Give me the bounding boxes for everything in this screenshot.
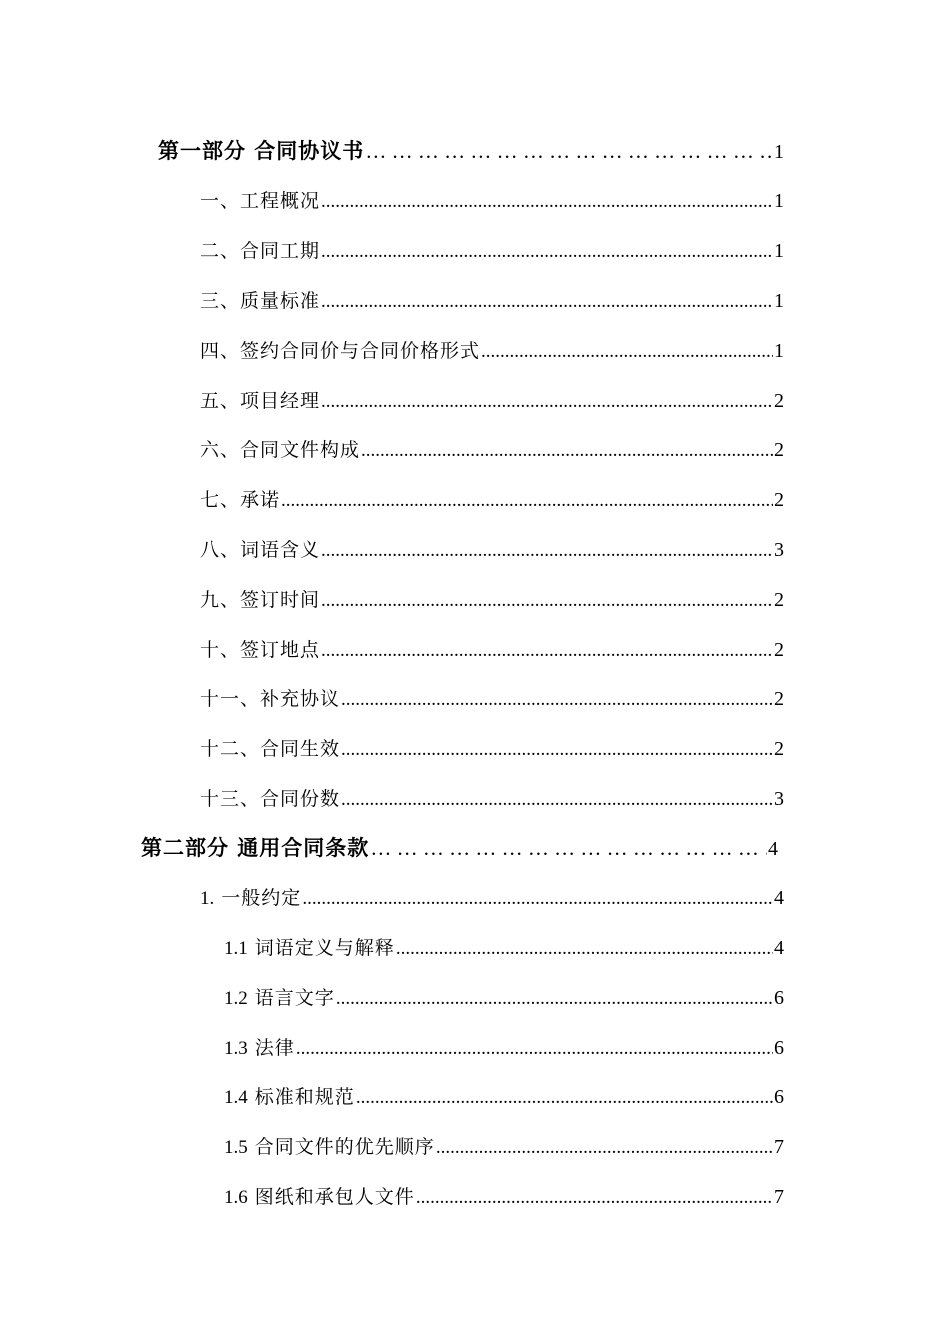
toc-leader [321,189,773,215]
toc-subitem-number: 1.1 [224,938,248,959]
toc-subitem-title: 标准和规范 [254,1086,355,1108]
toc-subitem-page: 6 [774,1037,784,1059]
toc-item-label: 九、签订时间 [200,589,321,611]
toc-item[interactable] [200,288,784,315]
toc-leader [336,986,773,1012]
toc-subitem[interactable] [224,985,784,1012]
toc-item-label: 十二、合同生效 [200,738,341,760]
toc-subitem[interactable] [224,1035,784,1062]
toc-subitem[interactable] [224,1184,784,1211]
toc-item-page: 2 [774,639,784,661]
toc-subitem-title: 语言文字 [254,987,335,1009]
toc-subitem-page: 6 [774,987,784,1009]
toc-subitem-title: 合同文件的优先顺序 [254,1136,435,1158]
toc-item[interactable] [200,587,784,614]
toc-item-page: 3 [774,539,784,561]
toc-leader [321,538,773,564]
toc-subitem-number: 1.2 [224,988,248,1009]
toc-item[interactable] [200,736,784,763]
toc-subitem-number: 1.5 [224,1137,248,1158]
toc-leader [321,239,773,265]
toc-item[interactable] [200,786,784,813]
toc-item-label: 二、合同工期 [200,240,321,262]
toc-item-label: 六、合同文件构成 [200,439,361,461]
toc-leader [321,389,773,415]
toc-item-label: 五、项目经理 [200,390,321,412]
toc-item-label: 三、质量标准 [200,290,321,312]
toc-item-label: 八、词语含义 [200,539,321,561]
toc-leader [396,936,773,962]
toc-item-page: 2 [774,738,784,760]
toc-part2-label: 第二部分 通用合同条款 [141,836,370,860]
toc-item-page: 4 [774,887,784,909]
toc-item-page: 2 [774,439,784,461]
toc-subitem-title: 法律 [254,1037,295,1059]
toc-item-label: 十三、合同份数 [200,788,341,810]
toc-item-title: 一般约定 [221,887,302,909]
toc-item-page: 2 [774,688,784,710]
toc-leader [436,1135,773,1161]
toc-item-label: 十一、补充协议 [200,688,341,710]
toc-leader [321,289,773,315]
toc-leader [365,138,773,164]
toc-item[interactable] [200,388,784,415]
toc-leader [370,835,767,861]
toc-subitem-page: 4 [774,937,784,959]
toc-part2-page: 4 [768,838,778,860]
toc-leader [281,488,773,514]
toc-part1-label: 第一部分 合同协议书 [158,139,365,163]
toc-item-label: 一、工程概况 [200,190,321,212]
toc-subitem-label [224,1084,355,1111]
toc-subitem-number: 1.3 [224,1038,248,1059]
toc-leader [356,1085,773,1111]
toc-subitem[interactable] [224,935,784,962]
toc-item[interactable] [200,885,784,912]
toc-item[interactable] [200,686,784,713]
toc-item[interactable] [200,188,784,215]
toc-subitem-label [224,1134,435,1161]
toc-item-page: 2 [774,589,784,611]
toc-part1-page: 1 [774,141,784,163]
toc-item-label: 七、承诺 [200,489,281,511]
toc-subitem-label [224,985,335,1012]
toc-item-page: 3 [774,788,784,810]
toc-leader [416,1185,773,1211]
toc-item[interactable] [200,487,784,514]
toc-item-page: 1 [774,340,784,362]
toc-subitem-label [224,1184,415,1211]
toc-leader [341,737,773,763]
toc-subitem-label [224,1035,295,1062]
toc-item[interactable] [200,338,784,365]
toc-leader [341,687,773,713]
toc-leader [341,787,773,813]
toc-subitem-page: 7 [774,1136,784,1158]
toc-item[interactable] [200,537,784,564]
toc-leader [481,339,773,365]
toc-subitem-page: 6 [774,1086,784,1108]
toc-item-page: 1 [774,190,784,212]
toc-item-label [200,885,301,912]
toc-subitem-title: 图纸和承包人文件 [254,1186,415,1208]
toc-item[interactable] [200,238,784,265]
toc-item-label: 十、签订地点 [200,639,321,661]
toc-leader [296,1036,773,1062]
toc-item-label: 四、签约合同价与合同价格形式 [200,340,481,362]
toc-subitem-page: 7 [774,1186,784,1208]
toc-leader [321,638,773,664]
toc-item-page: 2 [774,390,784,412]
toc-item[interactable] [200,437,784,464]
toc-leader [361,438,773,464]
toc-leader [302,886,773,912]
toc-item-page: 1 [774,290,784,312]
toc-subitem-title: 词语定义与解释 [254,937,395,959]
toc-subitem[interactable] [224,1084,784,1111]
toc-leader [321,588,773,614]
toc-part1[interactable] [158,138,784,165]
toc-item-page: 2 [774,489,784,511]
toc-subitem-number: 1.4 [224,1087,248,1108]
toc-item-page: 1 [774,240,784,262]
toc-subitem-number: 1.6 [224,1187,248,1208]
toc-item-number: 1. [200,888,215,909]
toc-item[interactable] [200,637,784,664]
toc-subitem[interactable] [224,1134,784,1161]
toc-subitem-label [224,935,395,962]
toc-part2[interactable] [141,835,778,862]
